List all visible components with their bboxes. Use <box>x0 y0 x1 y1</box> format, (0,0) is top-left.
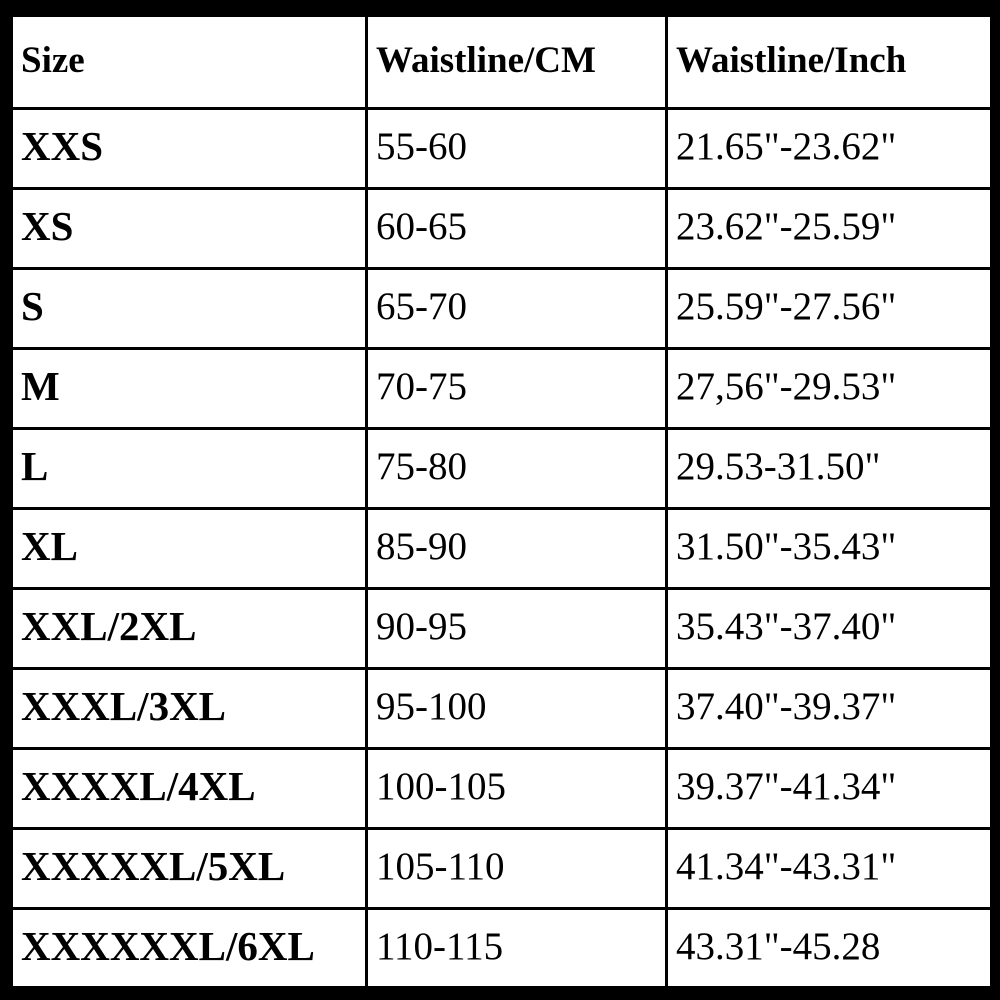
cell-size: XL <box>12 509 367 589</box>
table-header-row <box>12 16 991 109</box>
table-row <box>12 909 991 987</box>
column-header-size: Size <box>12 16 367 109</box>
table-row <box>12 269 991 349</box>
cell-size: XXXXXL/5XL <box>12 829 367 909</box>
cell-waistline-inch: 39.37"-41.34" <box>667 749 991 829</box>
cell-waistline-inch: 31.50"-35.43" <box>667 509 991 589</box>
column-header-waistline-cm: Waistline/CM <box>367 16 667 109</box>
table-row <box>12 349 991 429</box>
table-row <box>12 829 991 909</box>
cell-waistline-cm: 55-60 <box>367 109 667 189</box>
cell-waistline-cm: 110-115 <box>367 909 667 987</box>
cell-waistline-cm: 105-110 <box>367 829 667 909</box>
cell-waistline-inch: 43.31"-45.28 <box>667 909 991 987</box>
cell-waistline-cm: 85-90 <box>367 509 667 589</box>
table-row <box>12 189 991 269</box>
cell-waistline-cm: 70-75 <box>367 349 667 429</box>
cell-waistline-cm: 75-80 <box>367 429 667 509</box>
table-row <box>12 589 991 669</box>
cell-waistline-inch: 27,56"-29.53" <box>667 349 991 429</box>
cell-size: XXXXL/4XL <box>12 749 367 829</box>
size-chart-table <box>10 14 990 986</box>
table-row <box>12 109 991 189</box>
cell-waistline-cm: 60-65 <box>367 189 667 269</box>
size-chart-table-container <box>10 14 990 986</box>
cell-size: XXXL/3XL <box>12 669 367 749</box>
cell-size: XXXXXXL/6XL <box>12 909 367 987</box>
cell-waistline-inch: 21.65"-23.62" <box>667 109 991 189</box>
table-row <box>12 509 991 589</box>
table-row <box>12 749 991 829</box>
cell-waistline-inch: 29.53-31.50" <box>667 429 991 509</box>
cell-waistline-inch: 37.40"-39.37" <box>667 669 991 749</box>
cell-size: M <box>12 349 367 429</box>
cell-size: S <box>12 269 367 349</box>
cell-waistline-cm: 100-105 <box>367 749 667 829</box>
column-header-waistline-inch: Waistline/Inch <box>667 16 991 109</box>
cell-waistline-cm: 95-100 <box>367 669 667 749</box>
cell-size: L <box>12 429 367 509</box>
cell-size: XS <box>12 189 367 269</box>
table-row <box>12 429 991 509</box>
table-row <box>12 669 991 749</box>
cell-waistline-inch: 35.43"-37.40" <box>667 589 991 669</box>
cell-waistline-cm: 90-95 <box>367 589 667 669</box>
cell-size: XXS <box>12 109 367 189</box>
cell-size: XXL/2XL <box>12 589 367 669</box>
cell-waistline-inch: 23.62"-25.59" <box>667 189 991 269</box>
cell-waistline-inch: 25.59"-27.56" <box>667 269 991 349</box>
cell-waistline-inch: 41.34"-43.31" <box>667 829 991 909</box>
cell-waistline-cm: 65-70 <box>367 269 667 349</box>
